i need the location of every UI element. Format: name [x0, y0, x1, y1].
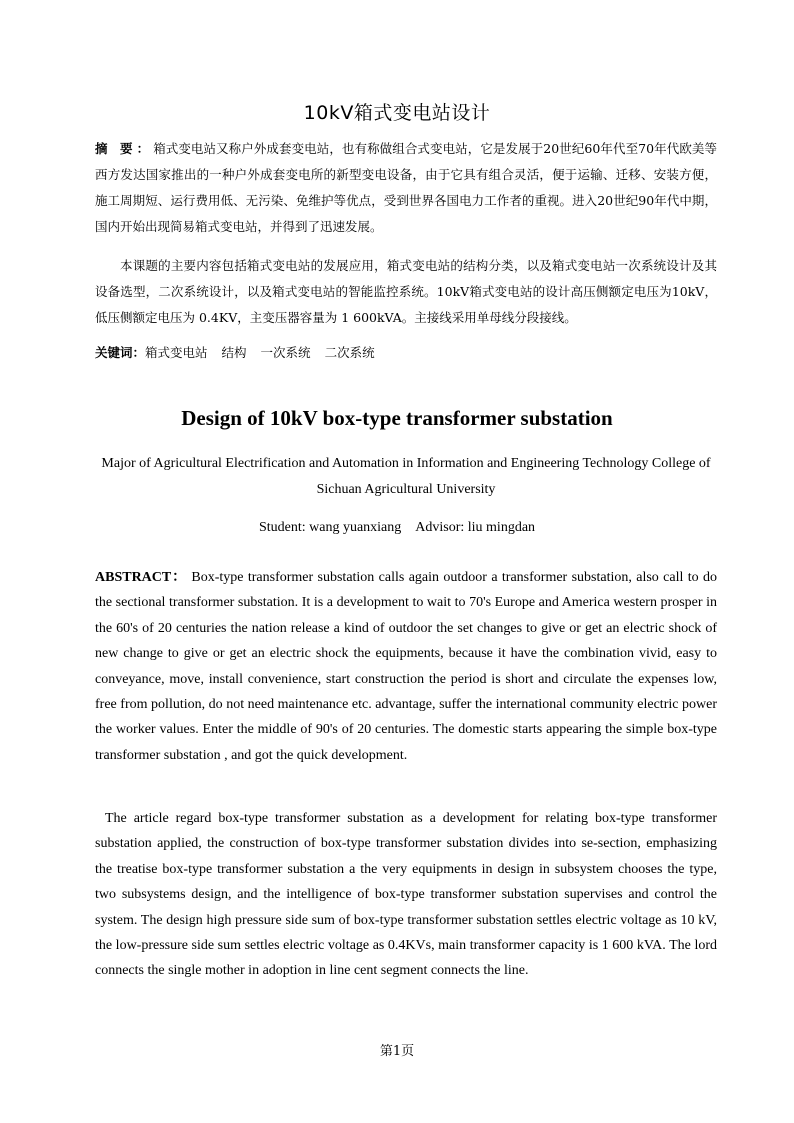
chinese-abstract-label: 摘 要：	[95, 141, 154, 156]
keyword-item: 箱式变电站	[145, 345, 208, 360]
english-abstract-label: ABSTRACT：	[95, 570, 187, 585]
english-title: Design of 10kV box-type transformer substation	[181, 406, 613, 430]
advisor-name: Advisor: liu mingdan	[415, 520, 536, 535]
english-abstract	[95, 565, 717, 768]
chinese-abstract	[95, 136, 717, 240]
chinese-title: 10kV箱式变电站设计	[303, 102, 491, 124]
keywords-label: 关键词：	[95, 345, 146, 360]
page-number: 第1页	[379, 1044, 415, 1059]
chinese-body-paragraph: 本课题的主要内容包括箱式变电站的发展应用，箱式变电站的结构分类，以及箱式变电站一次系统设计及其设备选型，二次系统设计，以及箱式变电站的智能监控系统。10kV箱式变电站的设计高压侧额定电压为10kV，低压侧额定电压为 0.4KV，主变压器容量为 1 600kVA。主接线采用单母线分段接线。	[95, 258, 717, 325]
english-affiliation: Major of Agricultural Electrification and Automation in Information and Engineering Technology College of Sichuan Agricultural University	[101, 456, 711, 497]
keyword-item: 一次系统	[260, 345, 311, 360]
chinese-keywords	[95, 340, 717, 366]
keyword-item: 二次系统	[324, 345, 375, 360]
keyword-item: 结构	[221, 345, 247, 360]
english-body-paragraph: The article regard box-type transformer substation as a development for relating box-type transformer substation applied, the construction of box-type transformer substation divides into se-section, emphasizing the treatise box-type transformer substation a the very equipments in design in subsystem chooses the type, two subsystems design, and the intelligence of box-type transformer substation supervises and control the system. The design high pressure side sum of box-type transformer substation settles electric voltage as 10 kV, the low-pressure side sum settles electric voltage as 0.4KVs, main transformer capacity is 1 600 kVA. The lord connects the single mother in adoption in line cent segment connects the line.	[95, 811, 717, 979]
author-line	[0, 520, 794, 536]
english-abstract-text: Box-type transformer substation calls again outdoor a transformer substation, also call to do the sectional transformer substation. It is a development to wait to 70's Europe and America western prosper in the 60's of 20 centuries the nation release a kind of outdoor the set changes to give or get an electric shock of new change to give or get an electric shock the equipments, because it have the combination vivid, easy to conveyance, move, install convenience, start construction the period is short and circulate the expenses low, free from pollution, do not need maintenance etc. advantage, suffer the international community electric power the worker values. Enter the middle of 90's of 20 centuries. The domestic starts appearing the simple box-type transformer substation , and got the quick development.	[95, 570, 718, 763]
student-name: Student: wang yuanxiang	[258, 520, 402, 535]
chinese-abstract-text: 箱式变电站又称户外成套变电站，也有称做组合式变电站，它是发展于20世纪60年代至70年代欧美等西方发达国家推出的一种户外成套变电所的新型变电设备，由于它具有组合灵活，便于运输、迁移、安装方便，施工周期短、运行费用低、无污染、免维护等优点，受到世界各国电力工作者的重视。进入20世纪90年代中期，国内开始出现简易箱式变电站，并得到了迅速发展。	[95, 141, 717, 234]
